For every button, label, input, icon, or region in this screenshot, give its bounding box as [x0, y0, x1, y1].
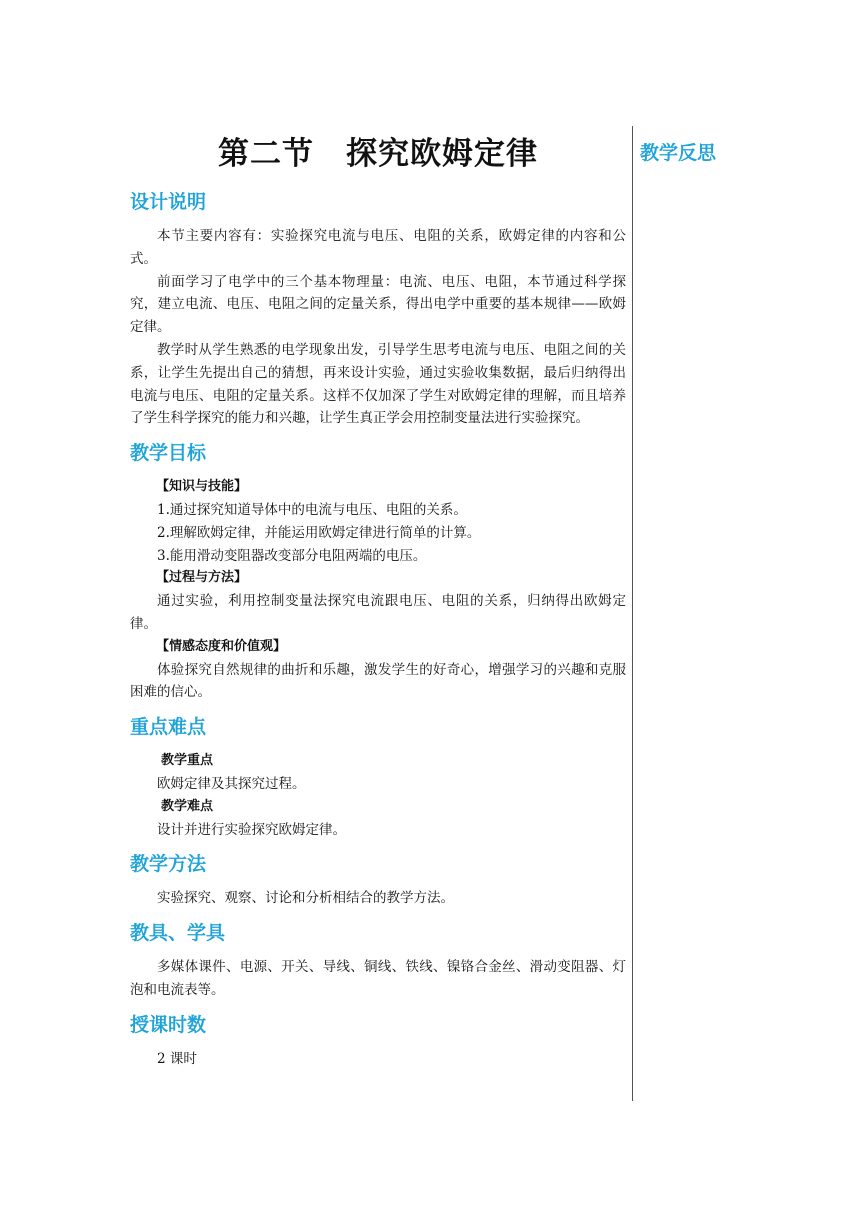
key-points-heading: 重点难点 — [130, 716, 207, 739]
design-paragraph-3: 教学时从学生熟悉的电学现象出发，引导学生思考电流与电压、电阻之间的关系，让学生先提出自己的猜想，再来设计实验，通过实验收集数据，最后归纳得出电流与电压、电阻的定量关系。这样不仅加深了学生对欧姆定律的理解，而且培养了学生科学探究的能力和兴趣，让学生真正学会用控制变量法进行实验探究。 — [130, 341, 626, 427]
column-divider — [632, 126, 633, 1101]
knowledge-item: 2.理解欧姆定律，并能运用欧姆定律进行简单的计算。 — [157, 524, 481, 541]
tools-text: 多媒体课件、电源、开关、导线、铜线、铁线、镍铬合金丝、滑动变阻器、灯泡和电流表等。 — [130, 959, 626, 998]
emotion-text: 体验探究自然规律的曲折和乐趣，激发学生的好奇心，增强学习的兴趣和克服困难的信心。 — [130, 661, 626, 701]
difficulty-label: 教学难点 — [161, 798, 214, 814]
knowledge-label: 【知识与技能】 — [156, 479, 248, 495]
knowledge-item: 3.能用滑动变阻器改变部分电阻两端的电压。 — [157, 547, 427, 564]
design-section — [130, 187, 626, 430]
goals-heading: 教学目标 — [130, 442, 207, 465]
method-heading: 教学方法 — [130, 853, 207, 876]
tools-heading: 教具、学具 — [130, 922, 226, 945]
focus-label: 教学重点 — [161, 753, 214, 769]
lesson-plan — [130, 128, 626, 1079]
page-title: 第二节 探究欧姆定律 — [218, 136, 538, 172]
hours-section — [130, 1010, 626, 1071]
process-text: 通过实验，利用控制变量法探究电流跟电压、电阻的关系，归纳得出欧姆定律。 — [130, 593, 626, 632]
knowledge-item: 1.通过探究知道导体中的电流与电压、电阻的关系。 — [157, 501, 467, 518]
focus-text: 欧姆定律及其探究过程。 — [157, 775, 306, 792]
goals-section — [130, 438, 626, 704]
method-section — [130, 849, 626, 910]
process-label: 【过程与方法】 — [156, 570, 248, 586]
hours-heading: 授课时数 — [130, 1013, 207, 1036]
design-heading: 设计说明 — [130, 191, 207, 213]
emotion-label: 【情感态度和价值观】 — [156, 638, 287, 654]
key-points-section — [130, 712, 626, 841]
difficulty-text: 设计并进行实验探究欧姆定律。 — [157, 821, 346, 838]
design-paragraph-1: 本节主要内容有：实验探究电流与电压、电阻的关系，欧姆定律的内容和公式。 — [130, 228, 626, 267]
hours-text: 2 课时 — [157, 1050, 197, 1067]
design-paragraph-2: 前面学习了电学中的三个基本物理量：电流、电压、电阻，本节通过科学探究，建立电流、电压、电阻之间的定量关系，得出电学中重要的基本规律——欧姆定律。 — [130, 273, 626, 336]
reflection-heading: 教学反思 — [640, 142, 717, 164]
method-text: 实验探究、观察、讨论和分析相结合的教学方法。 — [157, 890, 454, 907]
tools-section — [130, 918, 626, 1002]
